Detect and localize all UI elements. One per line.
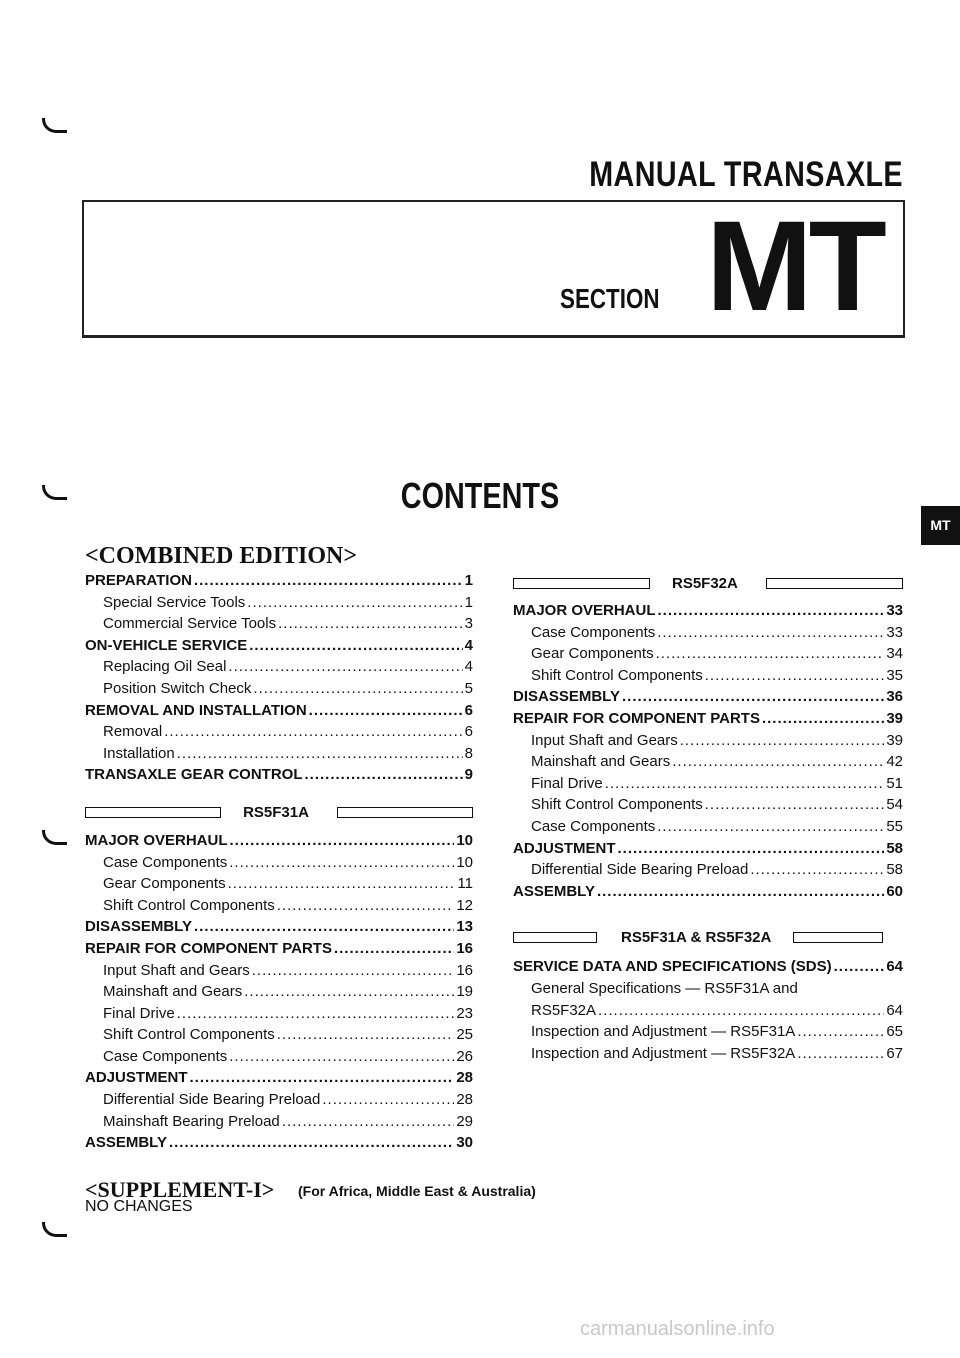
toc-entry-title: Mainshaft and Gears	[103, 983, 243, 1001]
toc-entry-page: 10	[456, 853, 473, 871]
toc-entry-page: 4	[464, 636, 473, 654]
toc-leader-dots	[658, 602, 885, 619]
toc-entry[interactable]	[513, 861, 903, 883]
toc-entry-page: 39	[886, 709, 903, 727]
model-label: RS5F31A	[243, 804, 309, 822]
toc-entry-title: Case Components	[103, 853, 228, 871]
toc-leader-dots	[230, 832, 455, 849]
toc-entry-page: 65	[886, 1023, 903, 1041]
toc-entry[interactable]	[85, 615, 473, 637]
toc-entry[interactable]	[85, 658, 473, 680]
toc-entry[interactable]	[513, 753, 903, 775]
section-label: SECTION	[560, 283, 660, 314]
toc-leader-dots	[305, 766, 463, 783]
toc-leader-dots	[177, 745, 463, 762]
toc-leader-dots	[278, 615, 463, 632]
toc-entry-page: 67	[886, 1044, 903, 1062]
toc-entry-title: Commercial Service Tools	[103, 615, 277, 633]
binding-mark	[42, 1222, 67, 1237]
toc-entry-title: Case Components	[531, 623, 656, 641]
toc-entry[interactable]	[85, 983, 473, 1005]
toc-entry[interactable]	[85, 1005, 473, 1027]
toc-leader-dots	[750, 861, 884, 878]
section-tab[interactable]: MT	[921, 506, 960, 545]
toc-entry-title: ASSEMBLY	[513, 882, 595, 900]
toc-entry-page: 13	[456, 918, 473, 936]
toc-combined-list	[513, 958, 903, 1066]
toc-entry-title: ON-VEHICLE SERVICE	[85, 636, 248, 654]
toc-entry-page: 28	[456, 1091, 473, 1109]
toc-leader-dots	[705, 796, 885, 813]
toc-entry-title: TRANSAXLE GEAR CONTROL	[85, 766, 303, 784]
toc-entry-title: REPAIR FOR COMPONENT PARTS	[85, 939, 332, 957]
divider-bar	[793, 932, 883, 943]
toc-entry-page: 25	[456, 1026, 473, 1044]
toc-leader-dots	[657, 818, 884, 835]
toc-entry-page: 19	[456, 983, 473, 1001]
toc-entry-page: 33	[886, 602, 903, 619]
toc-entry-page: 1	[464, 572, 473, 589]
toc-entry[interactable]	[513, 732, 903, 754]
toc-entry[interactable]	[85, 875, 473, 897]
toc-entry-page: 5	[464, 679, 473, 697]
toc-entry[interactable]	[513, 1023, 903, 1045]
toc-entry-title: REMOVAL AND INSTALLATION	[85, 701, 307, 719]
toc-entry[interactable]	[513, 883, 903, 905]
toc-left-column	[85, 572, 473, 1156]
toc-entry[interactable]	[513, 796, 903, 818]
toc-entry[interactable]	[85, 702, 473, 724]
model-divider-both	[513, 926, 903, 948]
toc-entry-title: Replacing Oil Seal	[103, 658, 227, 676]
toc-entry[interactable]	[513, 710, 903, 732]
toc-leader-dots	[282, 1113, 455, 1130]
toc-entry-title: Case Components	[103, 1047, 228, 1065]
toc-entry-page: 34	[886, 645, 903, 663]
supplement-note: (For Africa, Middle East & Australia)	[298, 1183, 536, 1199]
toc-entry[interactable]	[85, 594, 473, 616]
toc-leader-dots	[247, 594, 462, 611]
divider-bar	[337, 807, 473, 818]
toc-entry-page: 26	[456, 1047, 473, 1065]
toc-entry-title: DISASSEMBLY	[513, 688, 620, 706]
toc-entry-page: 9	[464, 766, 473, 784]
toc-leader-dots	[672, 753, 884, 770]
toc-entry-page: 64	[886, 958, 903, 976]
toc-entry-page: 35	[886, 666, 903, 684]
toc-leader-dots	[194, 918, 454, 935]
toc-entry-page: 60	[886, 882, 903, 900]
toc-entry-title: ADJUSTMENT	[513, 839, 616, 857]
toc-entry[interactable]	[513, 1002, 903, 1024]
toc-leader-dots	[244, 983, 454, 1000]
toc-leader-dots	[605, 775, 885, 792]
toc-leader-dots	[656, 645, 885, 662]
toc-entry-page: 58	[886, 839, 903, 857]
toc-entry-title: Input Shaft and Gears	[531, 731, 678, 749]
toc-leader-dots	[164, 723, 462, 740]
toc-entry[interactable]	[85, 1134, 473, 1156]
toc-entry-title: Differential Side Bearing Preload	[531, 861, 749, 879]
toc-leader-dots	[834, 958, 885, 975]
toc-entry[interactable]	[513, 840, 903, 862]
toc-entry-page: 6	[464, 723, 473, 741]
toc-entry-title: RS5F32A	[531, 1001, 597, 1019]
toc-entry-title: Inspection and Adjustment — RS5F31A	[531, 1023, 796, 1041]
toc-entry-title: Case Components	[531, 817, 656, 835]
toc-entry-title: Final Drive	[531, 774, 603, 792]
divider-bar	[766, 578, 903, 589]
toc-entry-page: 3	[464, 615, 473, 633]
toc-entry-title: Special Service Tools	[103, 593, 246, 611]
toc-leader-dots	[597, 883, 884, 900]
toc-entry-title: Shift Control Components	[531, 796, 703, 814]
toc-entry-page: 23	[456, 1004, 473, 1022]
toc-leader-dots	[705, 667, 885, 684]
binding-mark	[42, 830, 67, 845]
toc-leader-dots	[229, 1048, 454, 1065]
toc-leader-dots	[177, 1005, 455, 1022]
toc-leader-dots	[322, 1091, 454, 1108]
toc-entry-title: SERVICE DATA AND SPECIFICATIONS (SDS)	[513, 958, 832, 976]
toc-entry-title: Final Drive	[103, 1004, 175, 1022]
toc-entry-page: 10	[456, 831, 473, 849]
toc-entry[interactable]	[513, 775, 903, 797]
toc-leader-dots	[229, 854, 454, 871]
toc-leader-dots	[797, 1045, 884, 1062]
model-label: RS5F32A	[672, 574, 738, 592]
toc-entry-title: DISASSEMBLY	[85, 918, 192, 936]
toc-leader-dots	[598, 1002, 884, 1019]
toc-general-list	[85, 572, 473, 788]
manual-title: MANUAL TRANSAXLE	[589, 155, 903, 194]
model-divider-rs5f31a	[85, 802, 473, 824]
toc-entry[interactable]	[85, 918, 473, 940]
toc-entry[interactable]	[513, 602, 903, 624]
toc-entry-title: Inspection and Adjustment — RS5F32A	[531, 1044, 796, 1062]
toc-entry-title: Gear Components	[103, 875, 226, 893]
watermark: carmanualsonline.info	[580, 1318, 775, 1340]
toc-entry-page: 30	[456, 1134, 473, 1152]
toc-entry-page: 11	[457, 875, 473, 893]
toc-entry-page: 29	[456, 1112, 473, 1130]
toc-entry[interactable]	[513, 688, 903, 710]
toc-entry-title: MAJOR OVERHAUL	[513, 602, 656, 619]
toc-entry[interactable]	[513, 980, 903, 1002]
toc-entry[interactable]	[85, 1069, 473, 1091]
toc-entry[interactable]	[513, 645, 903, 667]
toc-entry[interactable]	[85, 1113, 473, 1135]
toc-entry-page: 33	[886, 623, 903, 641]
toc-entry[interactable]	[85, 1091, 473, 1113]
toc-entry[interactable]	[85, 680, 473, 702]
toc-right-column	[513, 572, 903, 1066]
toc-entry-title: ADJUSTMENT	[85, 1069, 188, 1087]
toc-rs5f32a-list	[513, 602, 903, 904]
toc-entry-title: Installation	[103, 744, 175, 762]
section-code: MT	[706, 195, 883, 338]
toc-entry-page: 58	[886, 861, 903, 879]
toc-entry-page: 12	[456, 896, 473, 914]
toc-entry-title: Shift Control Components	[531, 666, 703, 684]
toc-entry[interactable]	[85, 962, 473, 984]
toc-entry[interactable]	[85, 1026, 473, 1048]
supplement-body: NO CHANGES	[85, 1198, 193, 1215]
toc-entry-page: 54	[886, 796, 903, 814]
toc-entry-title: Gear Components	[531, 645, 654, 663]
contents-heading: CONTENTS	[400, 475, 560, 516]
divider-bar	[513, 932, 597, 943]
toc-entry-title: Removal	[103, 723, 163, 741]
toc-leader-dots	[277, 897, 455, 914]
toc-rs5f31a-list	[85, 832, 473, 1156]
toc-entry-page: 16	[456, 939, 473, 957]
toc-entry-page: 1	[464, 593, 473, 611]
toc-entry[interactable]	[85, 854, 473, 876]
toc-entry[interactable]	[85, 1048, 473, 1070]
toc-entry-title: Mainshaft and Gears	[531, 753, 671, 771]
toc-entry-title: Shift Control Components	[103, 1026, 275, 1044]
toc-entry-title: MAJOR OVERHAUL	[85, 831, 228, 849]
toc-entry-title: Input Shaft and Gears	[103, 961, 250, 979]
toc-entry-title: Differential Side Bearing Preload	[103, 1091, 321, 1109]
toc-entry-page: 36	[886, 688, 903, 706]
binding-mark	[42, 485, 67, 500]
toc-entry-page: 64	[886, 1001, 903, 1019]
toc-entry-page: 6	[464, 701, 473, 719]
toc-leader-dots	[252, 962, 455, 979]
toc-leader-dots	[249, 637, 462, 654]
toc-entry-page: 8	[464, 744, 473, 762]
toc-entry[interactable]	[85, 940, 473, 962]
divider-bar	[85, 807, 221, 818]
toc-entry-page: 55	[886, 817, 903, 835]
supplement-heading: <SUPPLEMENT-I>	[85, 1177, 275, 1202]
toc-entry[interactable]	[85, 637, 473, 659]
toc-entry[interactable]	[85, 766, 473, 788]
toc-entry[interactable]	[513, 624, 903, 646]
toc-entry-title: General Specifications — RS5F31A and	[531, 979, 798, 997]
toc-leader-dots	[228, 658, 462, 675]
model-label: RS5F31A & RS5F32A	[621, 928, 772, 946]
toc-entry-title: REPAIR FOR COMPONENT PARTS	[513, 709, 760, 727]
toc-leader-dots	[334, 940, 454, 957]
toc-entry[interactable]	[513, 958, 903, 980]
binding-mark	[42, 118, 67, 133]
toc-entry[interactable]	[85, 832, 473, 854]
model-divider-rs5f32a	[513, 572, 903, 594]
toc-leader-dots	[228, 875, 456, 892]
toc-entry-title: PREPARATION	[85, 572, 192, 589]
toc-leader-dots	[618, 840, 885, 857]
toc-entry-title: Shift Control Components	[103, 896, 275, 914]
toc-leader-dots	[797, 1023, 884, 1040]
toc-leader-dots	[169, 1134, 454, 1151]
toc-leader-dots	[762, 710, 884, 727]
combined-edition-heading: <COMBINED EDITION>	[85, 543, 358, 569]
toc-leader-dots	[657, 624, 884, 641]
toc-entry[interactable]	[85, 897, 473, 919]
toc-leader-dots	[253, 680, 462, 697]
divider-bar	[513, 578, 650, 589]
toc-entry-title: ASSEMBLY	[85, 1134, 167, 1152]
toc-entry[interactable]	[85, 572, 473, 594]
toc-entry-page: 39	[886, 731, 903, 749]
toc-entry-page: 28	[456, 1069, 473, 1087]
toc-leader-dots	[277, 1026, 455, 1043]
toc-entry[interactable]	[513, 667, 903, 689]
toc-entry-title: Mainshaft Bearing Preload	[103, 1112, 280, 1130]
toc-entry[interactable]	[85, 745, 473, 767]
toc-leader-dots	[190, 1069, 455, 1086]
toc-entry-page: 51	[886, 774, 903, 792]
toc-entry[interactable]	[513, 1045, 903, 1067]
toc-entry[interactable]	[513, 818, 903, 840]
toc-leader-dots	[194, 572, 463, 589]
toc-leader-dots	[622, 688, 884, 705]
toc-entry[interactable]	[85, 723, 473, 745]
toc-leader-dots	[680, 732, 885, 749]
toc-entry-page: 16	[456, 961, 473, 979]
toc-leader-dots	[309, 702, 463, 719]
toc-entry-title: Position Switch Check	[103, 679, 252, 697]
toc-entry-page: 4	[464, 658, 473, 676]
toc-entry-page: 42	[886, 753, 903, 771]
